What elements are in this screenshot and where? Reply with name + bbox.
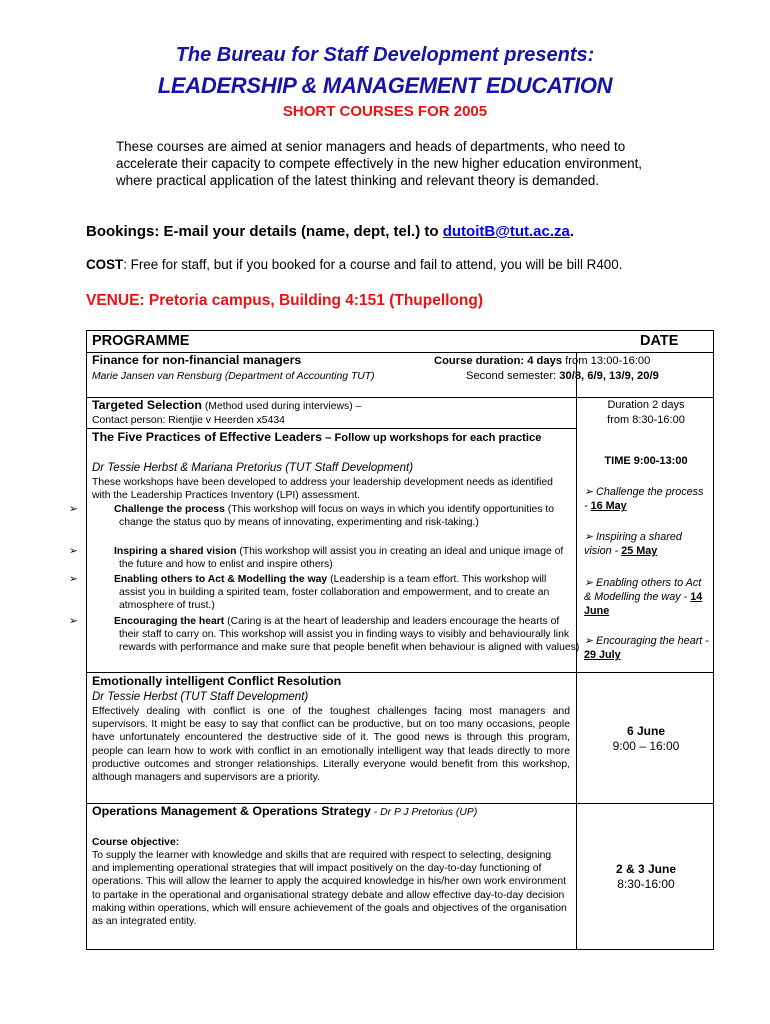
- bookings-label: Bookings: E-mail your details (name, dept, tel.) to: [86, 223, 443, 240]
- five-title-sub: – Follow up workshops for each practice: [322, 432, 542, 444]
- targeted-method: (Method used during interviews) –: [201, 401, 362, 412]
- arrow-bullet-icon: ➢: [69, 504, 78, 515]
- cost-label: COST: [86, 257, 124, 272]
- five-date-label: Challenge the process -: [584, 486, 704, 512]
- five-presenter: Dr Tessie Herbst & Mariana Pretorius (TUT Staff Development): [92, 462, 414, 474]
- finance-semester-label: Second semester:: [466, 370, 560, 382]
- five-item-bold: Encouraging the heart: [114, 616, 225, 627]
- five-date-label: Enabling others to Act & Modelling the way -: [584, 577, 702, 603]
- ops-description: To supply the learner with knowledge and skills that are required with respect to selecting, designing and implementing operational strategies that will impact positively on the day-to-day functioning of operations. This will allow the learner to apply the acquired knowledge in his/her own work environment to partake in the operational and organisational strategy debate and allow effective day-to-day decision making within operations, which will ensure achievement of the goals and objectives of the organisation as an integrated entity.: [92, 850, 567, 928]
- conflict-presenter: Dr Tessie Herbst (TUT Staff Development): [92, 691, 309, 703]
- arrow-bullet-icon: ➢: [584, 577, 597, 589]
- five-date-label: Inspiring a shared vision -: [584, 531, 682, 557]
- ops-time: 8:30-16:00: [617, 877, 675, 891]
- ops-objective-label: Course objective:: [92, 837, 180, 848]
- row-divider: [86, 672, 714, 673]
- five-item-text: (This workshop will focus on ways in which you identify opportunities to change the status quo by means of innovating, experimenting and risk-taking.): [119, 504, 555, 529]
- arrow-bullet-icon: ➢: [69, 616, 78, 627]
- finance-title: Finance for non-financial managers: [92, 353, 302, 367]
- five-item-bold: Enabling others to Act & Modelling the way: [114, 574, 328, 585]
- five-date-challenge: [584, 485, 710, 513]
- page-title: LEADERSHIP & MANAGEMENT EDUCATION: [157, 73, 613, 98]
- targeted-title-line: [92, 399, 572, 413]
- five-item-heart: [69, 615, 581, 655]
- five-item-text: (This workshop will assist you in creating an ideal and unique image of the future and how to enlist and inspire others): [119, 546, 564, 571]
- finance-duration: [434, 354, 710, 368]
- finance-presenter: Marie Jansen van Rensburg (Department of Accounting TUT): [92, 371, 375, 382]
- five-date-value: 29 July: [584, 649, 621, 661]
- conflict-title: Emotionally intelligent Conflict Resolution: [92, 674, 342, 688]
- five-title: [92, 430, 570, 446]
- finance-duration-label: Course duration: 4 days: [434, 355, 563, 367]
- venue-line: VENUE: Pretoria campus, Building 4:151 (Thupellong): [86, 292, 484, 309]
- presents-heading: The Bureau for Staff Development presents:: [175, 44, 595, 66]
- conflict-time: 9:00 – 16:00: [612, 739, 680, 753]
- five-description: These workshops have been developed to address your leadership development needs as identified with the Leadership Practices Inventory (LPI) assessment.: [92, 477, 553, 502]
- five-item-text: (Leadership is a team effort. This workshop will assist you in building a spirited team, foster collaboration and empowerment, and to create an atmosphere of trust.): [119, 574, 550, 612]
- arrow-bullet-icon: ➢: [584, 486, 597, 498]
- five-item-bold: Challenge the process: [114, 504, 225, 515]
- five-date-value: 16 May: [590, 500, 627, 512]
- targeted-title: Targeted Selection: [92, 398, 202, 412]
- finance-semester-dates: 30/8, 6/9, 13/9, 20/9: [559, 370, 659, 382]
- row-divider: [86, 428, 577, 429]
- col-programme-header: PROGRAMME: [92, 333, 190, 349]
- five-title-main: The Five Practices of Effective Leaders: [92, 430, 323, 444]
- ops-date: 2 & 3 June: [615, 862, 677, 876]
- targeted-time: from 8:30-16:00: [607, 414, 685, 426]
- page-subtitle: SHORT COURSES FOR 2005: [282, 103, 488, 120]
- intro-paragraph: These courses are aimed at senior managers and heads of departments, who need to accelerate their capacity to compete effectively in the new higher education environment, where practical application of the latest thinking and relevant theory is demanded.: [116, 139, 643, 188]
- bookings-end: .: [569, 223, 575, 240]
- targeted-duration: Duration 2 days: [607, 399, 685, 411]
- cost-text: : Free for staff, but if you booked for a course and fail to attend, you will be bill R400.: [123, 257, 623, 272]
- targeted-contact: Contact person: Rientjie v Heerden x5434: [92, 415, 285, 426]
- five-time-label: TIME 9:00-13:00: [604, 455, 688, 467]
- ops-title-line: [92, 805, 572, 819]
- col-date-header: DATE: [640, 333, 679, 349]
- five-date-label: Encouraging the heart -: [596, 635, 709, 647]
- arrow-bullet-icon: ➢: [584, 635, 597, 647]
- ops-presenter: - Dr P J Pretorius (UP): [370, 807, 478, 818]
- arrow-bullet-icon: ➢: [69, 574, 78, 585]
- five-item-challenge: [69, 503, 575, 529]
- arrow-bullet-icon: ➢: [69, 546, 78, 557]
- conflict-description: Effectively dealing with conflict is one of the toughest challenges facing most managers and supervisors. It might be easy to say that conflict can be productive, but on too many occasions, people have unfortunately encountered the destructive side of it. The good news is through this program, people can learn how to work with conflict in an emotionally intelligent way that leads directly to more productive outcomes and stronger relationships. Literally everyone would benefit from this workshop, although managers and supervisors are a priority.: [92, 706, 570, 784]
- five-date-value: 25 May: [621, 545, 658, 557]
- five-date-heart: [584, 634, 710, 662]
- bookings-line: [86, 223, 726, 240]
- ops-title: Operations Management & Operations Strategy: [92, 804, 371, 818]
- five-item-text: (Caring is at the heart of leadership and leaders encourage the hearts of their staff to carry on. This workshop will assist you in finding ways to visibly and behaviourally link rewards with performance and make sure that people benefit when behaviour is aligned with values): [119, 616, 580, 654]
- five-date-enabling: [584, 576, 710, 618]
- five-item-vision: [69, 545, 575, 571]
- five-date-value: 14 June: [584, 591, 703, 617]
- finance-semester: [466, 369, 716, 383]
- five-date-vision: [584, 530, 710, 558]
- bookings-email-link[interactable]: dutoitB@tut.ac.za: [442, 223, 570, 240]
- arrow-bullet-icon: ➢: [584, 531, 597, 543]
- five-item-enabling: [69, 573, 575, 613]
- cost-line: [86, 257, 726, 272]
- finance-duration-time: from 13:00-16:00: [562, 355, 651, 367]
- conflict-date: 6 June: [626, 724, 665, 738]
- five-item-bold: Inspiring a shared vision: [114, 546, 237, 557]
